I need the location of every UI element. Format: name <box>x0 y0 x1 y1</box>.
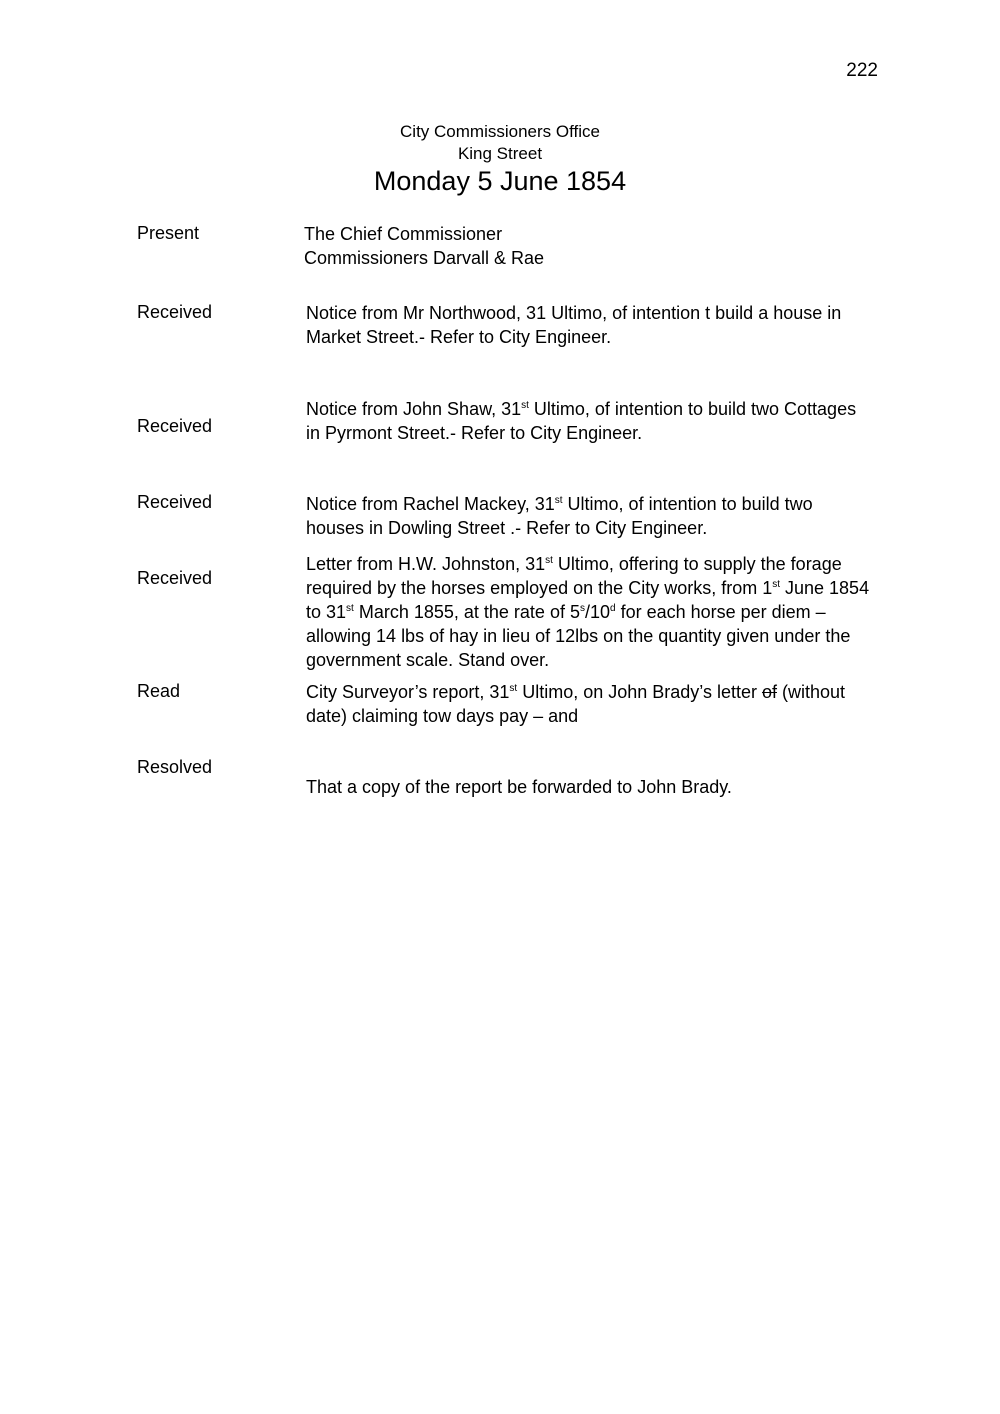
entry-4-line-2-a: required by the horses employed on the City works, from 1 <box>306 578 773 598</box>
entry-6-line-1: That a copy of the report be forwarded to John Brady. <box>306 777 732 797</box>
entry-5-line-1 <box>306 680 906 704</box>
entry-4-line-3-sup-2: s <box>579 603 585 614</box>
entry-4-line-1 <box>306 552 906 576</box>
entry-4-line-3-b: March 1855, at the rate of 5 <box>353 602 580 622</box>
entry-5-line-1-c: (without <box>777 682 846 702</box>
entry-4-text <box>306 552 906 672</box>
entry-6-text <box>306 775 906 799</box>
entry-3-line-1-a: Notice from Rachel Mackey, 31 <box>306 494 555 514</box>
present-line-1: The Chief Commissioner <box>304 224 503 244</box>
entry-3-line-2: houses in Dowling Street .- Refer to City Engineer. <box>306 518 708 538</box>
entry-5-text <box>306 680 906 728</box>
street-heading: King Street <box>457 144 543 163</box>
entry-3-label: Received <box>137 492 213 512</box>
meeting-date-heading: Monday 5 June 1854 <box>373 166 627 196</box>
entry-1-line-2: Market Street.- Refer to City Engineer. <box>306 327 612 347</box>
entry-4-line-2-b: June 1854 <box>780 578 870 598</box>
entry-2-text <box>306 397 906 445</box>
entry-1-text <box>306 301 906 349</box>
entry-2-line-2: in Pyrmont Street.- Refer to City Engineer. <box>306 423 643 443</box>
entry-4-line-3-d: for each horse per diem – <box>615 602 826 622</box>
entry-3-text <box>306 492 906 540</box>
entry-4-line-2 <box>306 576 906 600</box>
entry-4-line-4: allowing 14 lbs of hay in lieu of 12lbs on the quantity given under the <box>306 626 851 646</box>
entry-5-label: Read <box>137 681 181 701</box>
entry-5-line-1-b: Ultimo, on John Brady’s letter <box>517 682 762 702</box>
entry-4-line-3 <box>306 600 906 624</box>
entry-5-struck-word: of <box>761 682 777 702</box>
entry-4-line-3-a: to 31 <box>306 602 347 622</box>
entry-4-line-1-b: Ultimo, offering to supply the forage <box>552 554 842 574</box>
present-label: Present <box>137 223 200 243</box>
entry-1-label: Received <box>137 302 213 322</box>
entry-6-label: Resolved <box>137 757 213 777</box>
entry-2-line-1 <box>306 397 906 421</box>
entry-4-label: Received <box>137 568 213 588</box>
entry-4-line-1-sup: st <box>545 555 553 566</box>
entry-4-line-3-sup-3: d <box>610 603 616 614</box>
entry-3-line-1 <box>306 492 906 516</box>
entry-1-line-1: Notice from Mr Northwood, 31 Ultimo, of intention t build a house in <box>306 303 842 323</box>
entry-2-line-1-a: Notice from John Shaw, 31 <box>306 399 522 419</box>
entry-2-label: Received <box>137 416 213 436</box>
entry-4-line-2-sup: st <box>772 579 780 590</box>
entry-3-sup: st <box>554 495 563 506</box>
entry-4-line-3-sup-1: st <box>346 603 354 614</box>
entry-3-line-1-b: Ultimo, of intention to build two <box>562 494 813 514</box>
entry-5-sup: st <box>509 683 518 694</box>
entry-4-line-1-a: Letter from H.W. Johnston, 31 <box>306 554 546 574</box>
entry-4-line-3-c: /10 <box>584 602 610 622</box>
present-line-2: Commissioners Darvall & Rae <box>304 248 545 268</box>
office-heading: City Commissioners Office <box>400 122 600 141</box>
entry-5-line-1-a: City Surveyor’s report, 31 <box>306 682 510 702</box>
entry-2-line-1-b: Ultimo, of intention to build two Cottages <box>528 399 857 419</box>
page-number: 222 <box>846 60 878 81</box>
entry-2-sup: st <box>521 400 529 411</box>
entry-4-line-5: government scale. Stand over. <box>306 650 550 670</box>
present-text <box>304 222 904 270</box>
entry-5-line-2: date) claiming tow days pay – and <box>306 706 579 726</box>
